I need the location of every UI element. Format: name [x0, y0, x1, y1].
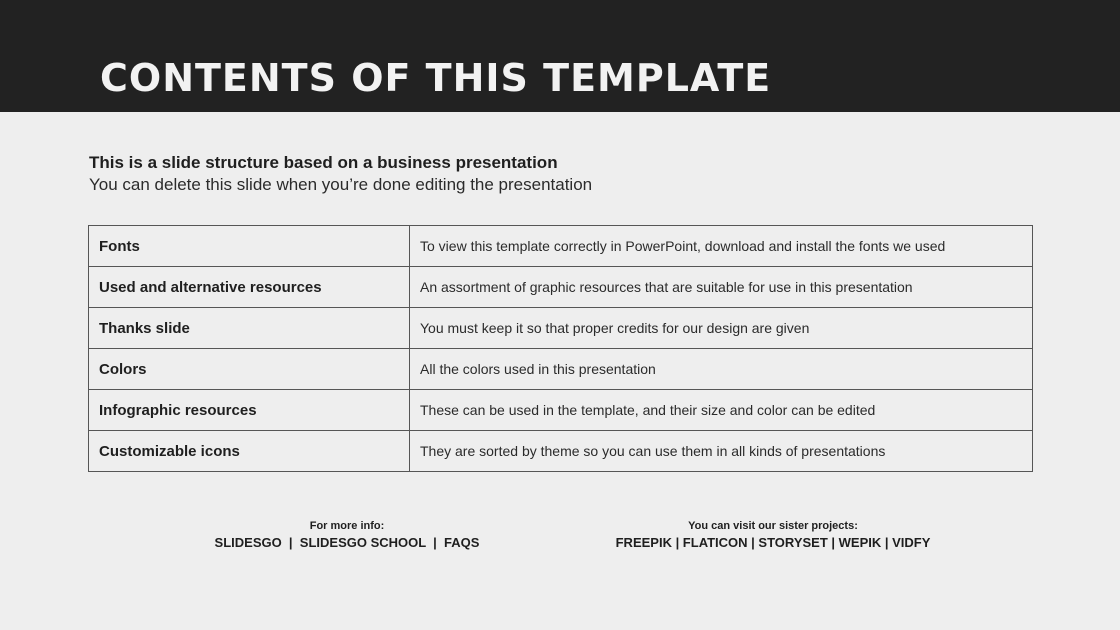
footer-info [206, 518, 488, 552]
table-row [89, 226, 1033, 267]
row-description: They are sorted by theme so you can use them in all kinds of presentations [410, 431, 1033, 472]
intro-text [89, 152, 592, 196]
row-label: Fonts [89, 226, 410, 267]
row-label: Customizable icons [89, 431, 410, 472]
footer-info-links[interactable]: SLIDESGO | SLIDESGO SCHOOL | FAQS [214, 535, 480, 550]
row-label: Colors [89, 349, 410, 390]
table-row [89, 349, 1033, 390]
row-label: Used and alternative resources [89, 267, 410, 308]
row-label: Thanks slide [89, 308, 410, 349]
table-row [89, 431, 1033, 472]
table-row [89, 308, 1033, 349]
row-description: You must keep it so that proper credits for our design are given [410, 308, 1033, 349]
row-description: An assortment of graphic resources that are suitable for use in this presentation [410, 267, 1033, 308]
slide-title: CONTENTS OF THIS TEMPLATE [100, 56, 772, 100]
footer-sister-projects [602, 518, 944, 552]
table-row [89, 390, 1033, 431]
intro-heading: This is a slide structure based on a business presentation [89, 153, 558, 172]
row-label: Infographic resources [89, 390, 410, 431]
table-row [89, 267, 1033, 308]
row-description: These can be used in the template, and their size and color can be edited [410, 390, 1033, 431]
row-description: To view this template correctly in PowerPoint, download and install the fonts we used [410, 226, 1033, 267]
footer-info-caption: For more info: [309, 520, 385, 532]
intro-subtitle: You can delete this slide when you’re done editing the presentation [89, 175, 593, 194]
row-description: All the colors used in this presentation [410, 349, 1033, 390]
footer-sister-links[interactable]: FREEPIK | FLATICON | STORYSET | WEPIK | VIDFY [615, 535, 931, 550]
contents-table [88, 225, 1033, 472]
footer-sister-caption: You can visit our sister projects: [688, 520, 858, 532]
